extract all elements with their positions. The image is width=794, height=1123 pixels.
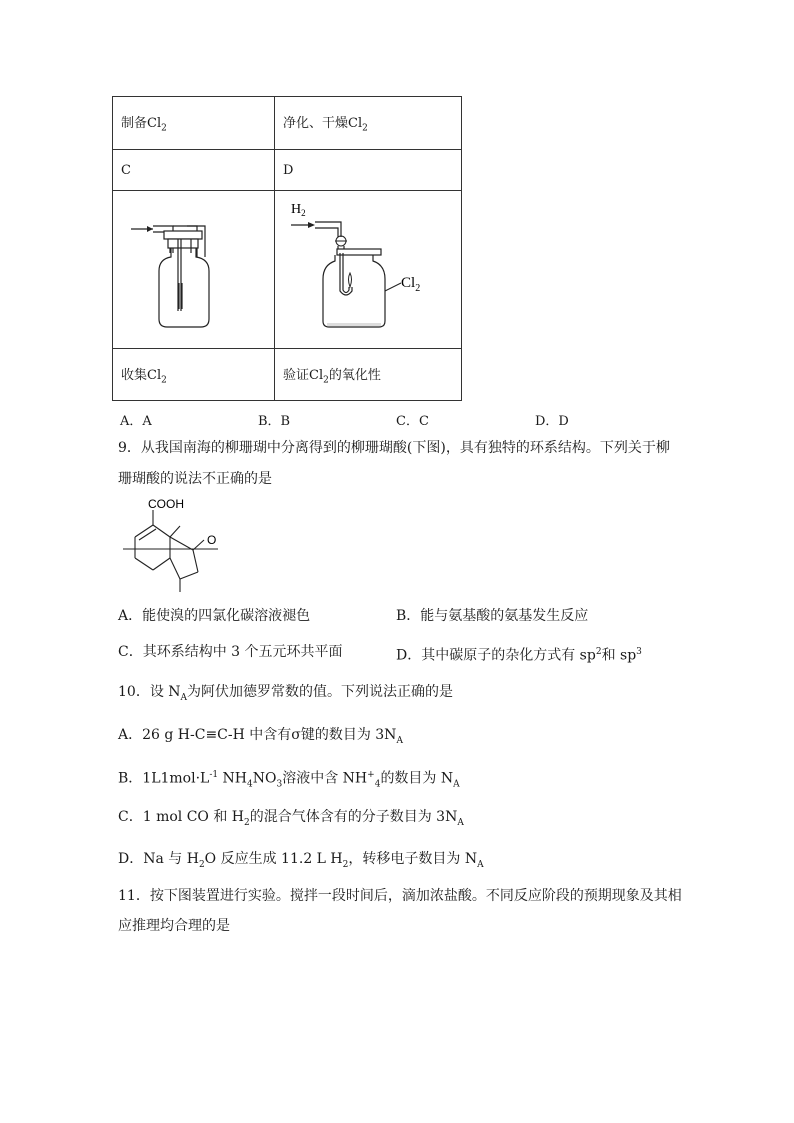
cell-diagram-d (275, 191, 462, 349)
q9-option-c[interactable]: C．其环系结构中 3 个五元环共平面 (118, 644, 343, 660)
q10-option-b[interactable]: B．$1L1mol\cdot L^{-1}$ $NH_4NO_3$溶液中含 $NH^+_4$的数目为 $N_A$ (118, 770, 460, 790)
cell-label-d: D (275, 150, 462, 191)
q9-option-d[interactable]: D．其中碳原子的杂化方式有 $sp^2$和 $sp^3$ (396, 647, 642, 664)
cell-verify-cl2-oxidizing: 验证$Cl_2$的氧化性 (275, 349, 462, 401)
cl2-label: $Cl_2$ (401, 275, 421, 294)
q8-option-a[interactable]: A．A (120, 414, 152, 429)
combustion-bottle-diagram (283, 191, 453, 344)
q8-option-b[interactable]: B．B (258, 414, 291, 429)
q9-stem-line1: 9．从我国南海的柳珊瑚中分离得到的柳珊瑚酸(下图)，具有独特的环系结构。下列关于柳 (118, 440, 670, 456)
cell-purify-dry-cl2: 净化、干燥$Cl_2$ (275, 97, 462, 150)
apparatus-table (112, 96, 462, 401)
q10-option-c[interactable]: C．1 mol CO 和 $H_2$的混合气体含有的分子数目为 $3N_A$ (118, 809, 464, 828)
cell-collect-cl2: 收集$Cl_2$ (113, 349, 275, 401)
cell-label-c: C (113, 150, 275, 191)
svg-text:COOH: COOH (148, 497, 184, 511)
h2-label: $H_2$ (291, 202, 306, 218)
q10-option-d[interactable]: D．Na 与 $H_2O$ 反应生成 11.2 L $H_2$，转移电子数目为 $N_A$ (118, 851, 484, 870)
collection-bottle-diagram (121, 191, 266, 344)
q9-option-b[interactable]: B．能与氨基酸的氨基发生反应 (396, 608, 589, 624)
q8-option-d[interactable]: D．D (535, 414, 569, 429)
q11-stem-line2: 应推理均合理的是 (118, 918, 230, 934)
svg-text:O: O (207, 533, 217, 547)
cell-diagram-c (113, 191, 275, 349)
coral-acid-structure (118, 492, 228, 600)
q9-stem-line2: 珊瑚酸的说法不正确的是 (118, 471, 272, 487)
q10-stem: 10．设 $N_A$为阿伏加德罗常数的值。下列说法正确的是 (118, 684, 454, 703)
cell-prepare-cl2: 制备$Cl_2$ (113, 97, 275, 150)
q8-option-c[interactable]: C．C (396, 414, 429, 429)
q10-option-a[interactable]: A．26 g H-C≡C-H 中含有σ键的数目为 $3N_A$ (118, 727, 403, 746)
q11-stem-line1: 11．按下图装置进行实验。搅拌一段时间后，滴加浓盐酸。不同反应阶段的预期现象及其相 (118, 888, 682, 904)
q9-option-a[interactable]: A．能使溴的四氯化碳溶液褪色 (118, 608, 311, 624)
